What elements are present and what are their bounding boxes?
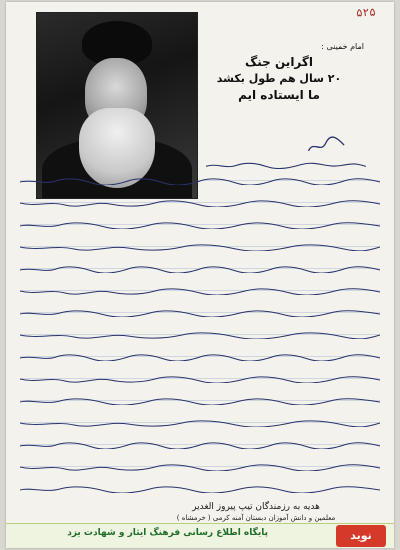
handwritten-line — [20, 398, 380, 405]
handwritten-line — [20, 288, 380, 295]
handwritten-line — [20, 332, 380, 339]
handwritten-line — [20, 420, 380, 427]
quote-line-1: اگراین جنگ — [245, 55, 313, 69]
handwritten-line — [20, 310, 380, 317]
portrait-photo — [36, 12, 198, 199]
handwritten-line — [20, 354, 380, 361]
footer-credits — [156, 502, 356, 522]
handwritten-line — [20, 442, 380, 449]
quote-author: امام خمینی : — [321, 42, 364, 51]
dedication-text: هدیه به رزمندگان تیپ پیروز الغدیر — [192, 502, 320, 512]
quote-line-2: ۲۰ سال هم طول بکشد — [216, 72, 342, 85]
quote-line-3: ما ایستاده ایم — [238, 88, 320, 102]
handwritten-line — [20, 486, 380, 493]
quote-block — [194, 42, 364, 102]
handwritten-line — [20, 464, 380, 471]
page-number: ۵۲۵ — [355, 5, 377, 20]
handwritten-line — [20, 376, 380, 383]
handwritten-line — [20, 200, 380, 207]
handwritten-line — [20, 266, 380, 273]
school-text: معلمین و دانش آموزان دبستان آمنه کرمی ( خرمشاه ) — [176, 514, 336, 522]
handwritten-signature — [305, 133, 347, 157]
handwritten-line — [20, 222, 380, 229]
salutation-line — [206, 162, 366, 169]
handwritten-line — [20, 244, 380, 251]
site-name: پایگاه اطلاع رسانی فرهنگ ایثار و شهادت یزد — [67, 528, 268, 538]
handwritten-line — [20, 178, 380, 185]
site-logo: نوید — [336, 525, 386, 547]
watermark-banner — [6, 523, 394, 548]
document-page — [6, 2, 394, 548]
